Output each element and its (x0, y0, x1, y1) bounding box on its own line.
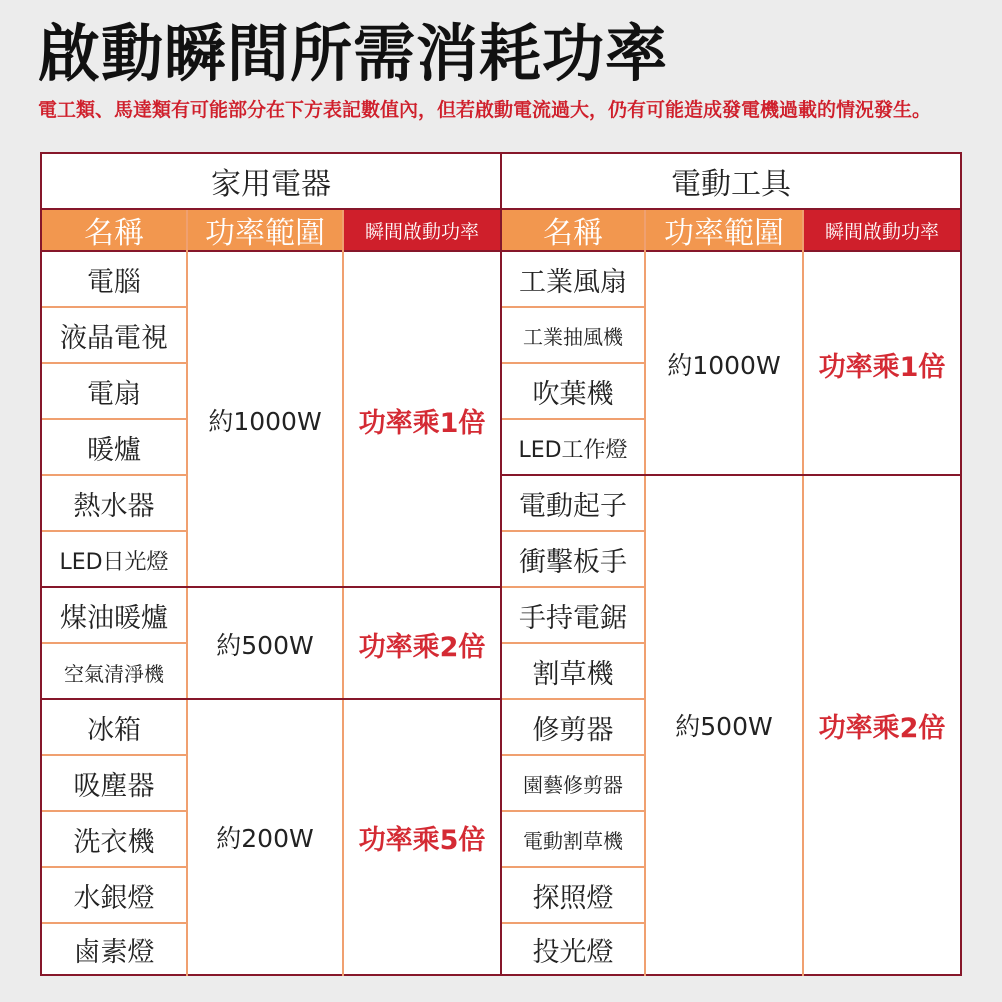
list-item: 電動起子 (502, 476, 644, 532)
list-item: 吸塵器 (42, 756, 186, 812)
list-item: 割草機 (502, 644, 644, 700)
group-divider (42, 698, 500, 700)
power-range-group-1: 約1000W (208, 407, 322, 436)
list-item: 電扇 (42, 364, 186, 420)
page-title: 啟動瞬間所需消耗功率 (38, 17, 669, 90)
list-item: 電動割草機 (502, 812, 644, 868)
tools-startup-multiplier-group-2: 功率乘2倍 (818, 712, 946, 744)
header-power-household: 功率範圍 (188, 210, 342, 252)
tools-power-range-group-2: 約500W (675, 712, 773, 741)
list-item: LED日光燈 (59, 549, 169, 575)
list-item: 探照燈 (502, 868, 644, 924)
list-item: LED工作燈 (518, 437, 628, 463)
section-title-tools: 電動工具 (502, 154, 960, 210)
list-item: 電腦 (42, 252, 186, 308)
group-divider (42, 586, 500, 588)
list-item: 修剪器 (502, 700, 644, 756)
section-divider (500, 154, 502, 976)
header-name-household: 名稱 (42, 210, 186, 252)
header-power-tools: 功率範圍 (646, 210, 802, 252)
list-item: 工業風扇 (502, 252, 644, 308)
list-item: 鹵素燈 (73, 936, 155, 968)
column-divider (186, 210, 188, 976)
list-item: 空氣清淨機 (64, 661, 164, 686)
list-item: 煤油暖爐 (42, 588, 186, 644)
startup-multiplier-group-3: 功率乘5倍 (358, 824, 486, 856)
list-item: 園藝修剪器 (502, 756, 644, 812)
list-item: 工業抽風機 (502, 308, 644, 364)
header-name-tools: 名稱 (502, 210, 644, 252)
list-item: 洗衣機 (42, 812, 186, 868)
list-item: 投光燈 (532, 936, 614, 968)
list-item: 熱水器 (42, 476, 186, 532)
section-title-household: 家用電器 (42, 154, 500, 210)
power-table (40, 152, 962, 976)
list-item: 暖爐 (42, 420, 186, 476)
power-range-group-3: 約200W (216, 824, 314, 853)
column-divider (342, 210, 344, 976)
list-item: 冰箱 (42, 700, 186, 756)
list-item: 吹葉機 (502, 364, 644, 420)
startup-multiplier-group-1: 功率乘1倍 (358, 407, 486, 439)
tools-power-range-group-1: 約1000W (667, 351, 781, 380)
list-item: 衝擊板手 (502, 532, 644, 588)
column-divider (802, 210, 804, 976)
group-divider (502, 474, 960, 476)
list-item: 水銀燈 (42, 868, 186, 924)
column-divider (644, 210, 646, 976)
list-item: 液晶電視 (42, 308, 186, 364)
startup-multiplier-group-2: 功率乘2倍 (358, 631, 486, 663)
tools-startup-multiplier-group-1: 功率乘1倍 (818, 351, 946, 383)
header-startup-household: 瞬間啟動功率 (344, 210, 500, 252)
power-range-group-2: 約500W (216, 631, 314, 660)
list-item: 手持電鋸 (502, 588, 644, 644)
header-startup-tools: 瞬間啟動功率 (804, 210, 960, 252)
page-subtitle: 電工類、馬達類有可能部分在下方表記數值內，但若啟動電流過大，仍有可能造成發電機過載的情況發生。 (38, 99, 932, 121)
